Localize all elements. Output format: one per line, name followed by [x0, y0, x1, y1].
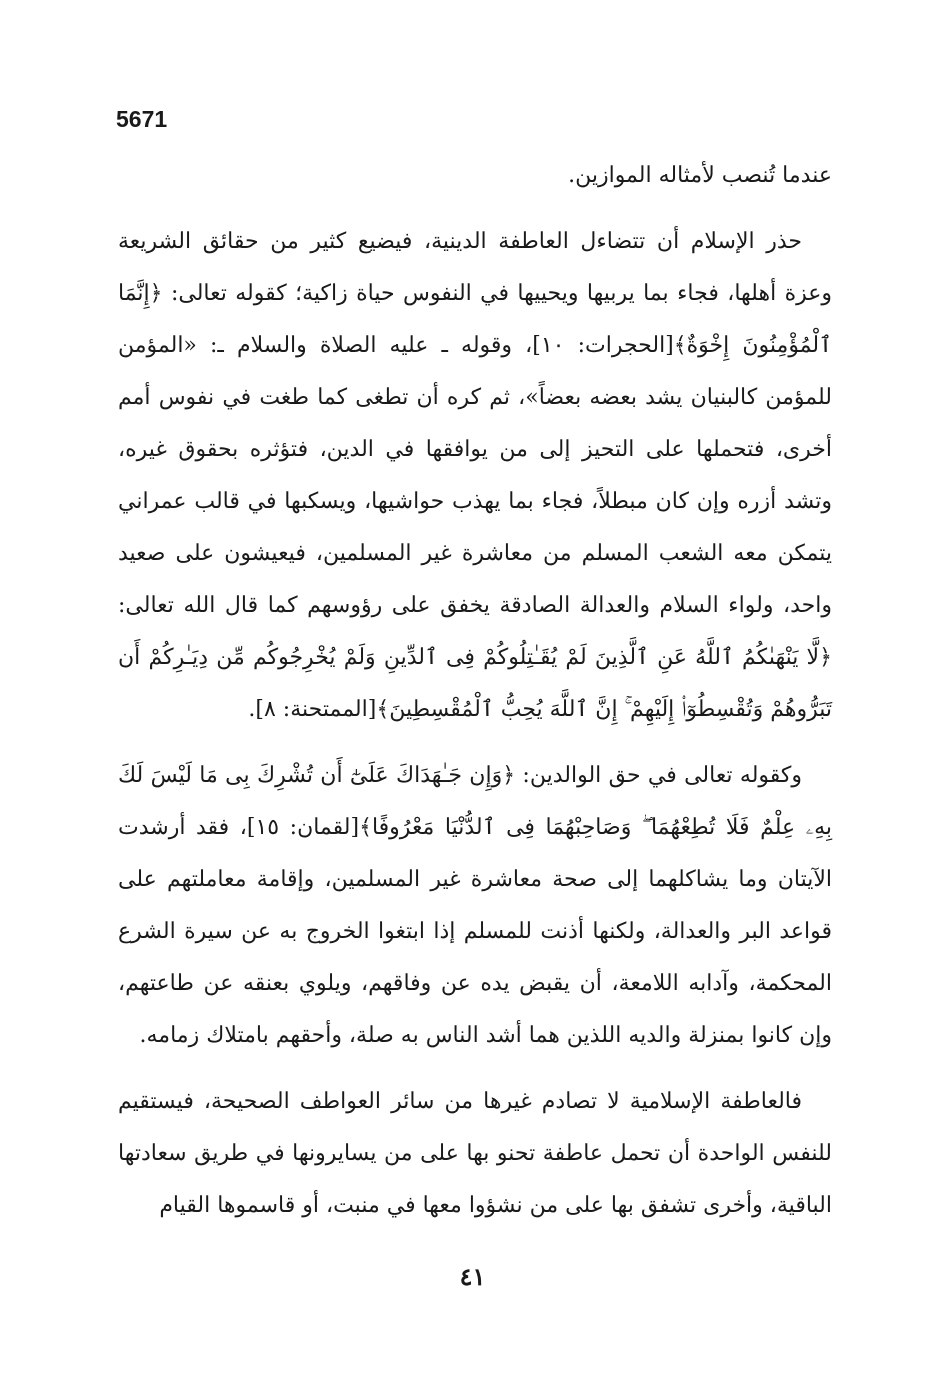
page-code: 5671 — [116, 106, 168, 132]
paragraph-4: فالعاطفة الإسلامية لا تصادم غيرها من سائر العواطف الصحيحة، فيستقيم للنفس الواحدة أن تحمل عاطفة تحنو بها على من يسايرونها في طريق سعادتها الباقية، وأخرى تشفق بها على من نشؤوا معها في منبت، أو قاسموها القيام — [118, 1089, 832, 1218]
paragraph-2: حذر الإسلام أن تتضاءل العاطفة الدينية، فيضيع كثير من حقائق الشريعة وعزة أهلها، فجاء بما يربيها ويحييها في النفوس حياة زاكية؛ كقوله تعالى: ﴿إِنَّمَا ٱلْمُؤْمِنُونَ إِخْوَةٌ﴾[الحجرات: ١٠]، وقوله ـ عليه الصلاة والسلام ـ: «المؤمن للمؤمن كالبنيان يشد بعضه بعضاً»، ثم كره أن تطغى كما طغت في نفوس أمم أخرى، فتحملها على التحيز إلى من يوافقها في الدين، فتؤثره بحقوق غيره، وتشد أزره وإن كان مبطلاً، فجاء بما يهذب حواشيها، ويسكبها في قالب عمراني يتمكن معه الشعب المسلم من معاشرة غير المسلمين، فيعيشون على صعيد واحد، ولواء السلام والعدالة الصادقة يخفق على رؤوسهم كما قال الله تعالى: ﴿لَّا يَنْهَىٰكُمُ ٱللَّهُ عَنِ ٱلَّذِينَ لَمْ يُقَـٰتِلُوكُمْ فِى ٱلدِّينِ وَلَمْ يُخْرِجُوكُم مِّن دِيَـٰرِكُمْ أَن تَبَرُّوهُمْ وَتُقْسِطُوٓا۟ إِلَيْهِمْ ۚ إِنَّ ٱللَّهَ يُحِبُّ ٱلْمُقْسِطِينَ﴾[الممتحنة: ٨]. — [118, 229, 832, 722]
body-text — [118, 150, 832, 1246]
page-number: ٤١ — [459, 1262, 486, 1291]
paragraph-3: وكقوله تعالى في حق الوالدين: ﴿وَإِن جَـٰهَدَاكَ عَلَىٰٓ أَن تُشْرِكَ بِى مَا لَيْسَ لَكَ بِهِۦ عِلْمٌ فَلَا تُطِعْهُمَا ۖ وَصَاحِبْهُمَا فِى ٱلدُّنْيَا مَعْرُوفًا﴾[لقمان: ١٥]، فقد أرشدت الآيتان وما يشاكلهما إلى صحة معاشرة غير المسلمين، وإقامة معاملتهم على قواعد البر والعدالة، ولكنها أذنت للمسلم إذا ابتغوا الخروج به عن سيرة الشرع المحكمة، وآدابه اللامعة، أن يقبض يده عن وفاقهم، ويلوي بعنقه عن طاعتهم، وإن كانوا بمنزلة والديه اللذين هما أشد الناس به صلة، وأحقهم بامتلاك زمامه. — [118, 763, 832, 1048]
paragraph-1: عندما تُنصب لأمثاله الموازين. — [568, 163, 832, 188]
